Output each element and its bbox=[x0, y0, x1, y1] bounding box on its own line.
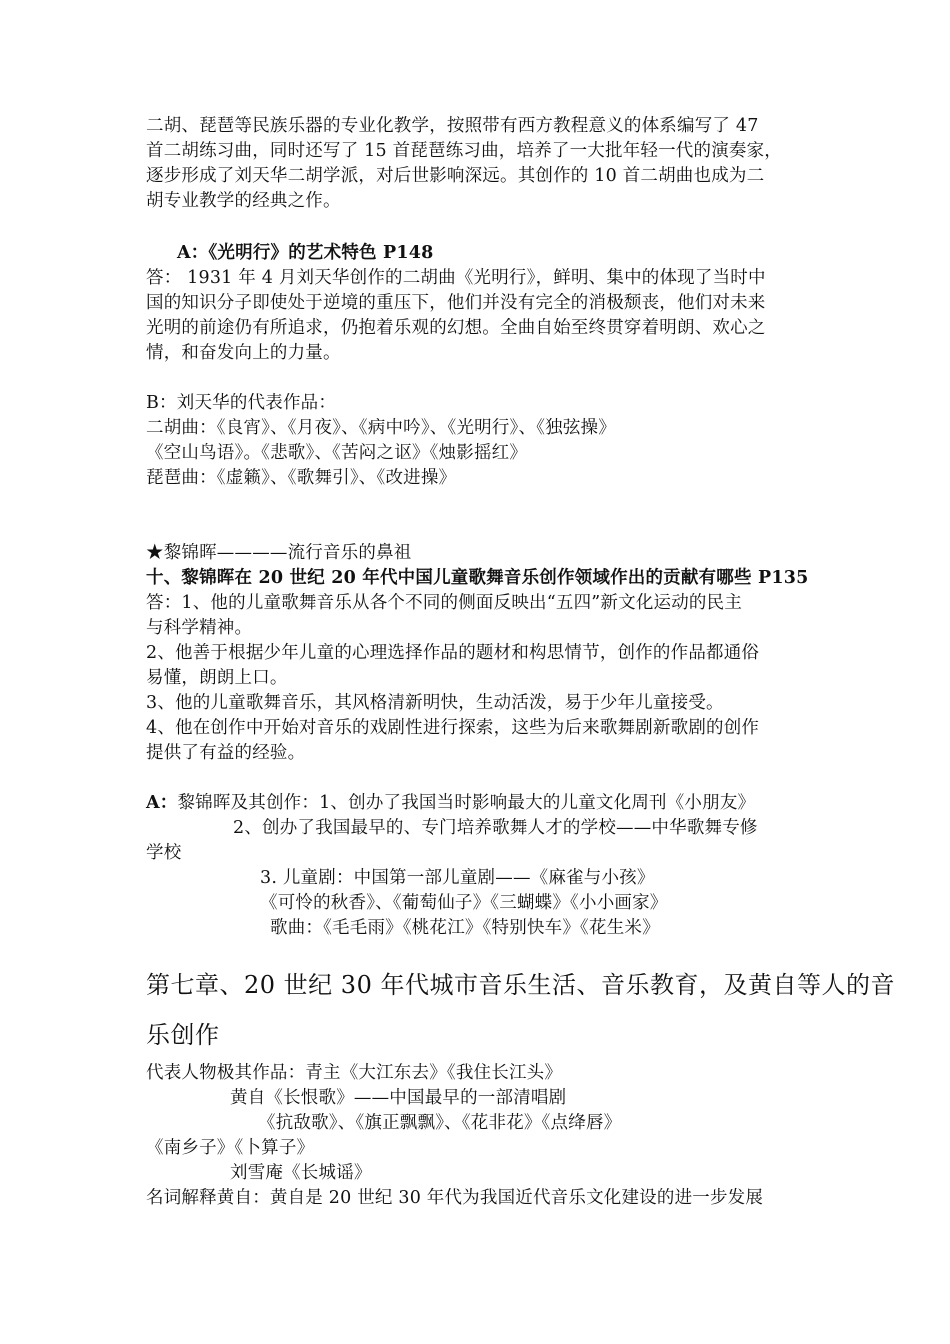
intro-line-4: 胡专业教学的经典之作。 bbox=[146, 191, 341, 211]
li-answer-1b: 与科学精神。 bbox=[146, 618, 253, 638]
li-works-line-3: 学校 bbox=[146, 843, 182, 863]
li-answer-2a: 2、他善于根据少年儿童的心理选择作品的题材和构思情节，创作的作品都通俗 bbox=[146, 643, 760, 663]
li-works-line-6: 歌曲：《毛毛雨》《桃花江》《特别快车》《花生米》 bbox=[270, 918, 660, 938]
chapter-7-heading-line-2: 乐创作 bbox=[146, 1021, 220, 1049]
li-answer-2b: 易懂，朗朗上口。 bbox=[146, 668, 288, 688]
section-a-line-2: 国的知识分子即使处于逆境的重压下，他们并没有完全的消极颓丧，他们对未来 bbox=[146, 293, 766, 313]
li-works-line-1 bbox=[146, 791, 755, 815]
intro-line-3: 逐步形成了刘天华二胡学派，对后世影响深远。其创作的 10 首二胡曲也成为二 bbox=[146, 166, 765, 186]
chapter-7-line-2: 黄自《长恨歌》——中国最早的一部清唱剧 bbox=[230, 1088, 567, 1108]
intro-line-1: 二胡、琵琶等民族乐器的专业化教学，按照带有西方教程意义的体系编写了 47 bbox=[146, 116, 759, 136]
chapter-7-line-6: 名词解释黄自：黄自是 20 世纪 30 年代为我国近代音乐文化建设的进一步发展 bbox=[146, 1188, 764, 1208]
li-star-heading: ★黎锦晖————流行音乐的鼻祖 bbox=[146, 543, 412, 563]
chapter-7-line-5: 刘雪庵《长城谣》 bbox=[230, 1163, 372, 1183]
chapter-7-line-4: 《南乡子》《卜算子》 bbox=[146, 1138, 315, 1158]
li-answer-4b: 提供了有益的经验。 bbox=[146, 743, 306, 763]
section-a-line-3: 光明的前途仍有所追求，仍抱着乐观的幻想。全曲自始至终贯穿着明朗、欢心之 bbox=[146, 318, 766, 338]
li-works-line-2: 2、创办了我国最早的、专门培养歌舞人才的学校——中华歌舞专修 bbox=[233, 818, 758, 838]
chapter-7-heading-line-1: 第七章、20 世纪 30 年代城市音乐生活、音乐教育，及黄自等人的音 bbox=[146, 971, 895, 999]
li-answer-3: 3、他的儿童歌舞音乐，其风格清新明快，生动活泼，易于少年儿童接受。 bbox=[146, 693, 724, 713]
section-b-line-2: 《空山鸟语》。《悲歌》、《苦闷之讴》《烛影摇红》 bbox=[146, 443, 528, 463]
intro-line-2: 首二胡练习曲，同时还写了 15 首琵琶练习曲，培养了一大批年轻一代的演奏家， bbox=[146, 141, 782, 161]
li-answer-4a: 4、他在创作中开始对音乐的戏剧性进行探索，这些为后来歌舞剧新歌剧的创作 bbox=[146, 718, 760, 738]
section-b-title: B：刘天华的代表作品： bbox=[146, 393, 337, 413]
section-b-line-1: 二胡曲：《良宵》、《月夜》、《病中吟》、《光明行》、《独弦操》 bbox=[146, 418, 616, 438]
li-works-text: 黎锦晖及其创作：1、创办了我国当时影响最大的儿童文化周刊《小朋友》 bbox=[177, 793, 756, 813]
section-b-line-3: 琵琶曲：《虚籁》、《歌舞引》、《改进操》 bbox=[146, 468, 457, 488]
section-a-title: A：《光明行》的艺术特色 P148 bbox=[177, 243, 434, 263]
chapter-7-line-1: 代表人物极其作品：青主《大江东去》《我住长江头》 bbox=[146, 1063, 563, 1083]
section-a-line-4: 情，和奋发向上的力量。 bbox=[146, 343, 341, 363]
section-a-line-1: 答： 1931 年 4 月刘天华创作的二胡曲《光明行》，鲜明、集中的体现了当时中 bbox=[146, 268, 766, 288]
li-answer-1a: 答：1、他的儿童歌舞音乐从各个不同的侧面反映出“五四”新文化运动的民主 bbox=[146, 593, 743, 613]
chapter-7-line-3: 《抗敌歌》、《旗正飘飘》、《花非花》《点绛唇》 bbox=[258, 1113, 622, 1133]
li-works-line-5: 《可怜的秋香》、《葡萄仙子》《三蝴蝶》《小小画家》 bbox=[260, 893, 668, 913]
li-works-label: A： bbox=[146, 793, 178, 813]
li-question: 十、黎锦晖在 20 世纪 20 年代中国儿童歌舞音乐创作领域作出的贡献有哪些 P135 bbox=[146, 568, 809, 588]
li-works-line-4: 3. 儿童剧：中国第一部儿童剧——《麻雀与小孩》 bbox=[260, 868, 655, 888]
